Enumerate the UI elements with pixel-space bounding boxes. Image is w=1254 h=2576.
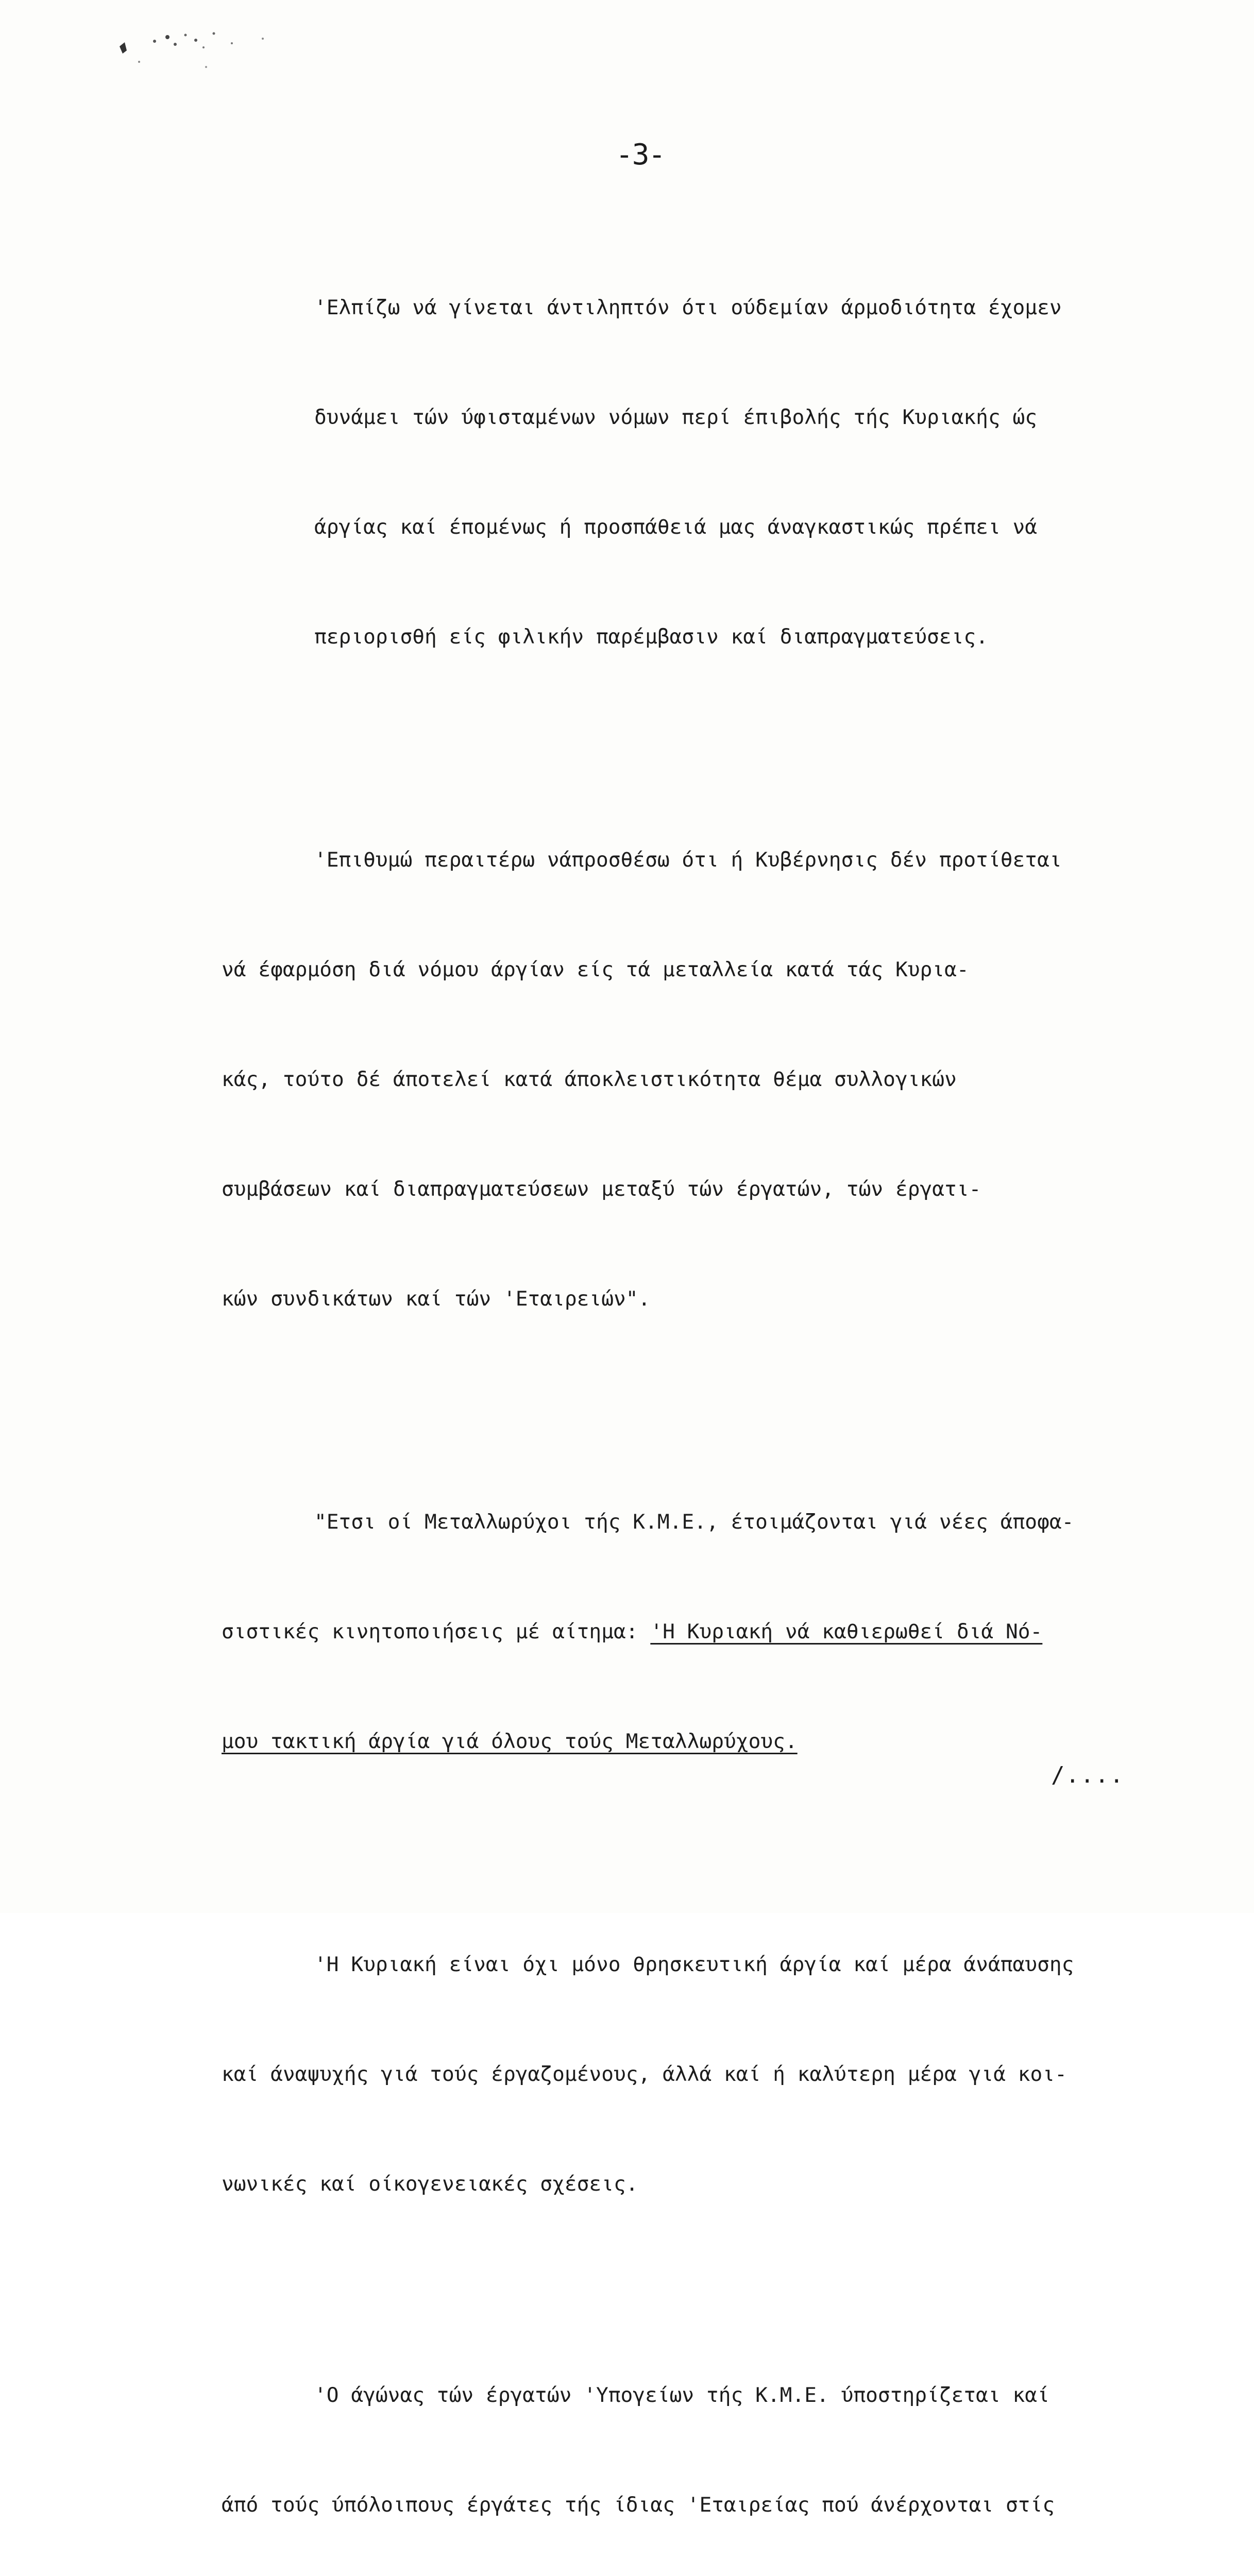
- underlined-demand: 'Η Κυριακή νά καθιερωθεί διά Νό-: [650, 1620, 1043, 1643]
- text-line: νωνικές καί οίκογενειακές σχέσεις.: [222, 2172, 638, 2196]
- text-line: κών συνδικάτων καί τών 'Εταιρειών".: [222, 1287, 651, 1311]
- text-line: καί άναψυχής γιά τούς έργαζομένους, άλλά καί ή καλύτερη μέρα γιά κοι-: [222, 2062, 1067, 2086]
- text-segment: σιστικές κινητοποιήσεις μέ αίτημα:: [222, 1620, 651, 1643]
- page-number: -3-: [616, 138, 665, 172]
- document-body: [222, 216, 1170, 2576]
- paragraph-4: [222, 1873, 1170, 2276]
- text-line: 'Επιθυμώ περαιτέρω νάπροσθέσω ότι ή Κυβέρνησις δέν προτίθεται: [314, 848, 1062, 872]
- text-line: 'Η Κυριακή είναι όχι μόνο θρησκευτική άργία καί μέρα άνάπαυσης: [314, 1953, 1074, 1976]
- text-line: άπό τούς ύπόλοιπους έργάτες τής ίδιας 'Εταιρείας πού άνέρχονται στίς: [222, 2493, 1055, 2517]
- underlined-demand: μου τακτική άργία γιά όλους τούς Μεταλλωρύχους.: [222, 1730, 798, 1753]
- scan-speckle-marks: [77, 10, 345, 82]
- text-line: δυνάμει τών ύφισταμένων νόμων περί έπιβολής τής Κυριακής ώς: [314, 405, 1038, 429]
- paragraph-3: [222, 1431, 1170, 1833]
- text-line: περιορισθή είς φιλικήν παρέμβασιν καί διαπραγματεύσεις.: [314, 625, 988, 649]
- text-line: [222, 1614, 1170, 1650]
- text-line: συμβάσεων καί διαπραγματεύσεων μεταξύ τών έργατών, τών έργατι-: [222, 1177, 981, 1201]
- paragraph-5: [222, 2304, 1170, 2576]
- text-line: άργίας καί έπομένως ή προσπάθειά μας άναγκαστικώς πρέπει νά: [314, 515, 1038, 539]
- text-line: κάς, τούτο δέ άποτελεί κατά άποκλειστικότητα θέμα συλλογικών: [222, 1067, 957, 1091]
- paragraph-1: [222, 216, 1170, 728]
- text-line: 'Ελπίζω νά γίνεται άντιληπτόν ότι ούδεμίαν άρμοδιότητα έχομεν: [314, 296, 1062, 319]
- text-line: 'Ο άγώνας τών έργατών 'Υπογείων τής Κ.Μ.Ε. ύποστηρίζεται καί: [314, 2383, 1049, 2407]
- text-line: "Ετσι οί Μεταλλωρύχοι τής Κ.Μ.Ε., έτοιμάζονται γιά νέες άποφα-: [314, 1510, 1074, 1534]
- continuation-mark: /....: [1051, 1762, 1125, 1788]
- paragraph-2: [222, 769, 1170, 1391]
- text-line: νά έφαρμόση διά νόμου άργίαν είς τά μεταλλεία κατά τάς Κυρια-: [222, 958, 969, 981]
